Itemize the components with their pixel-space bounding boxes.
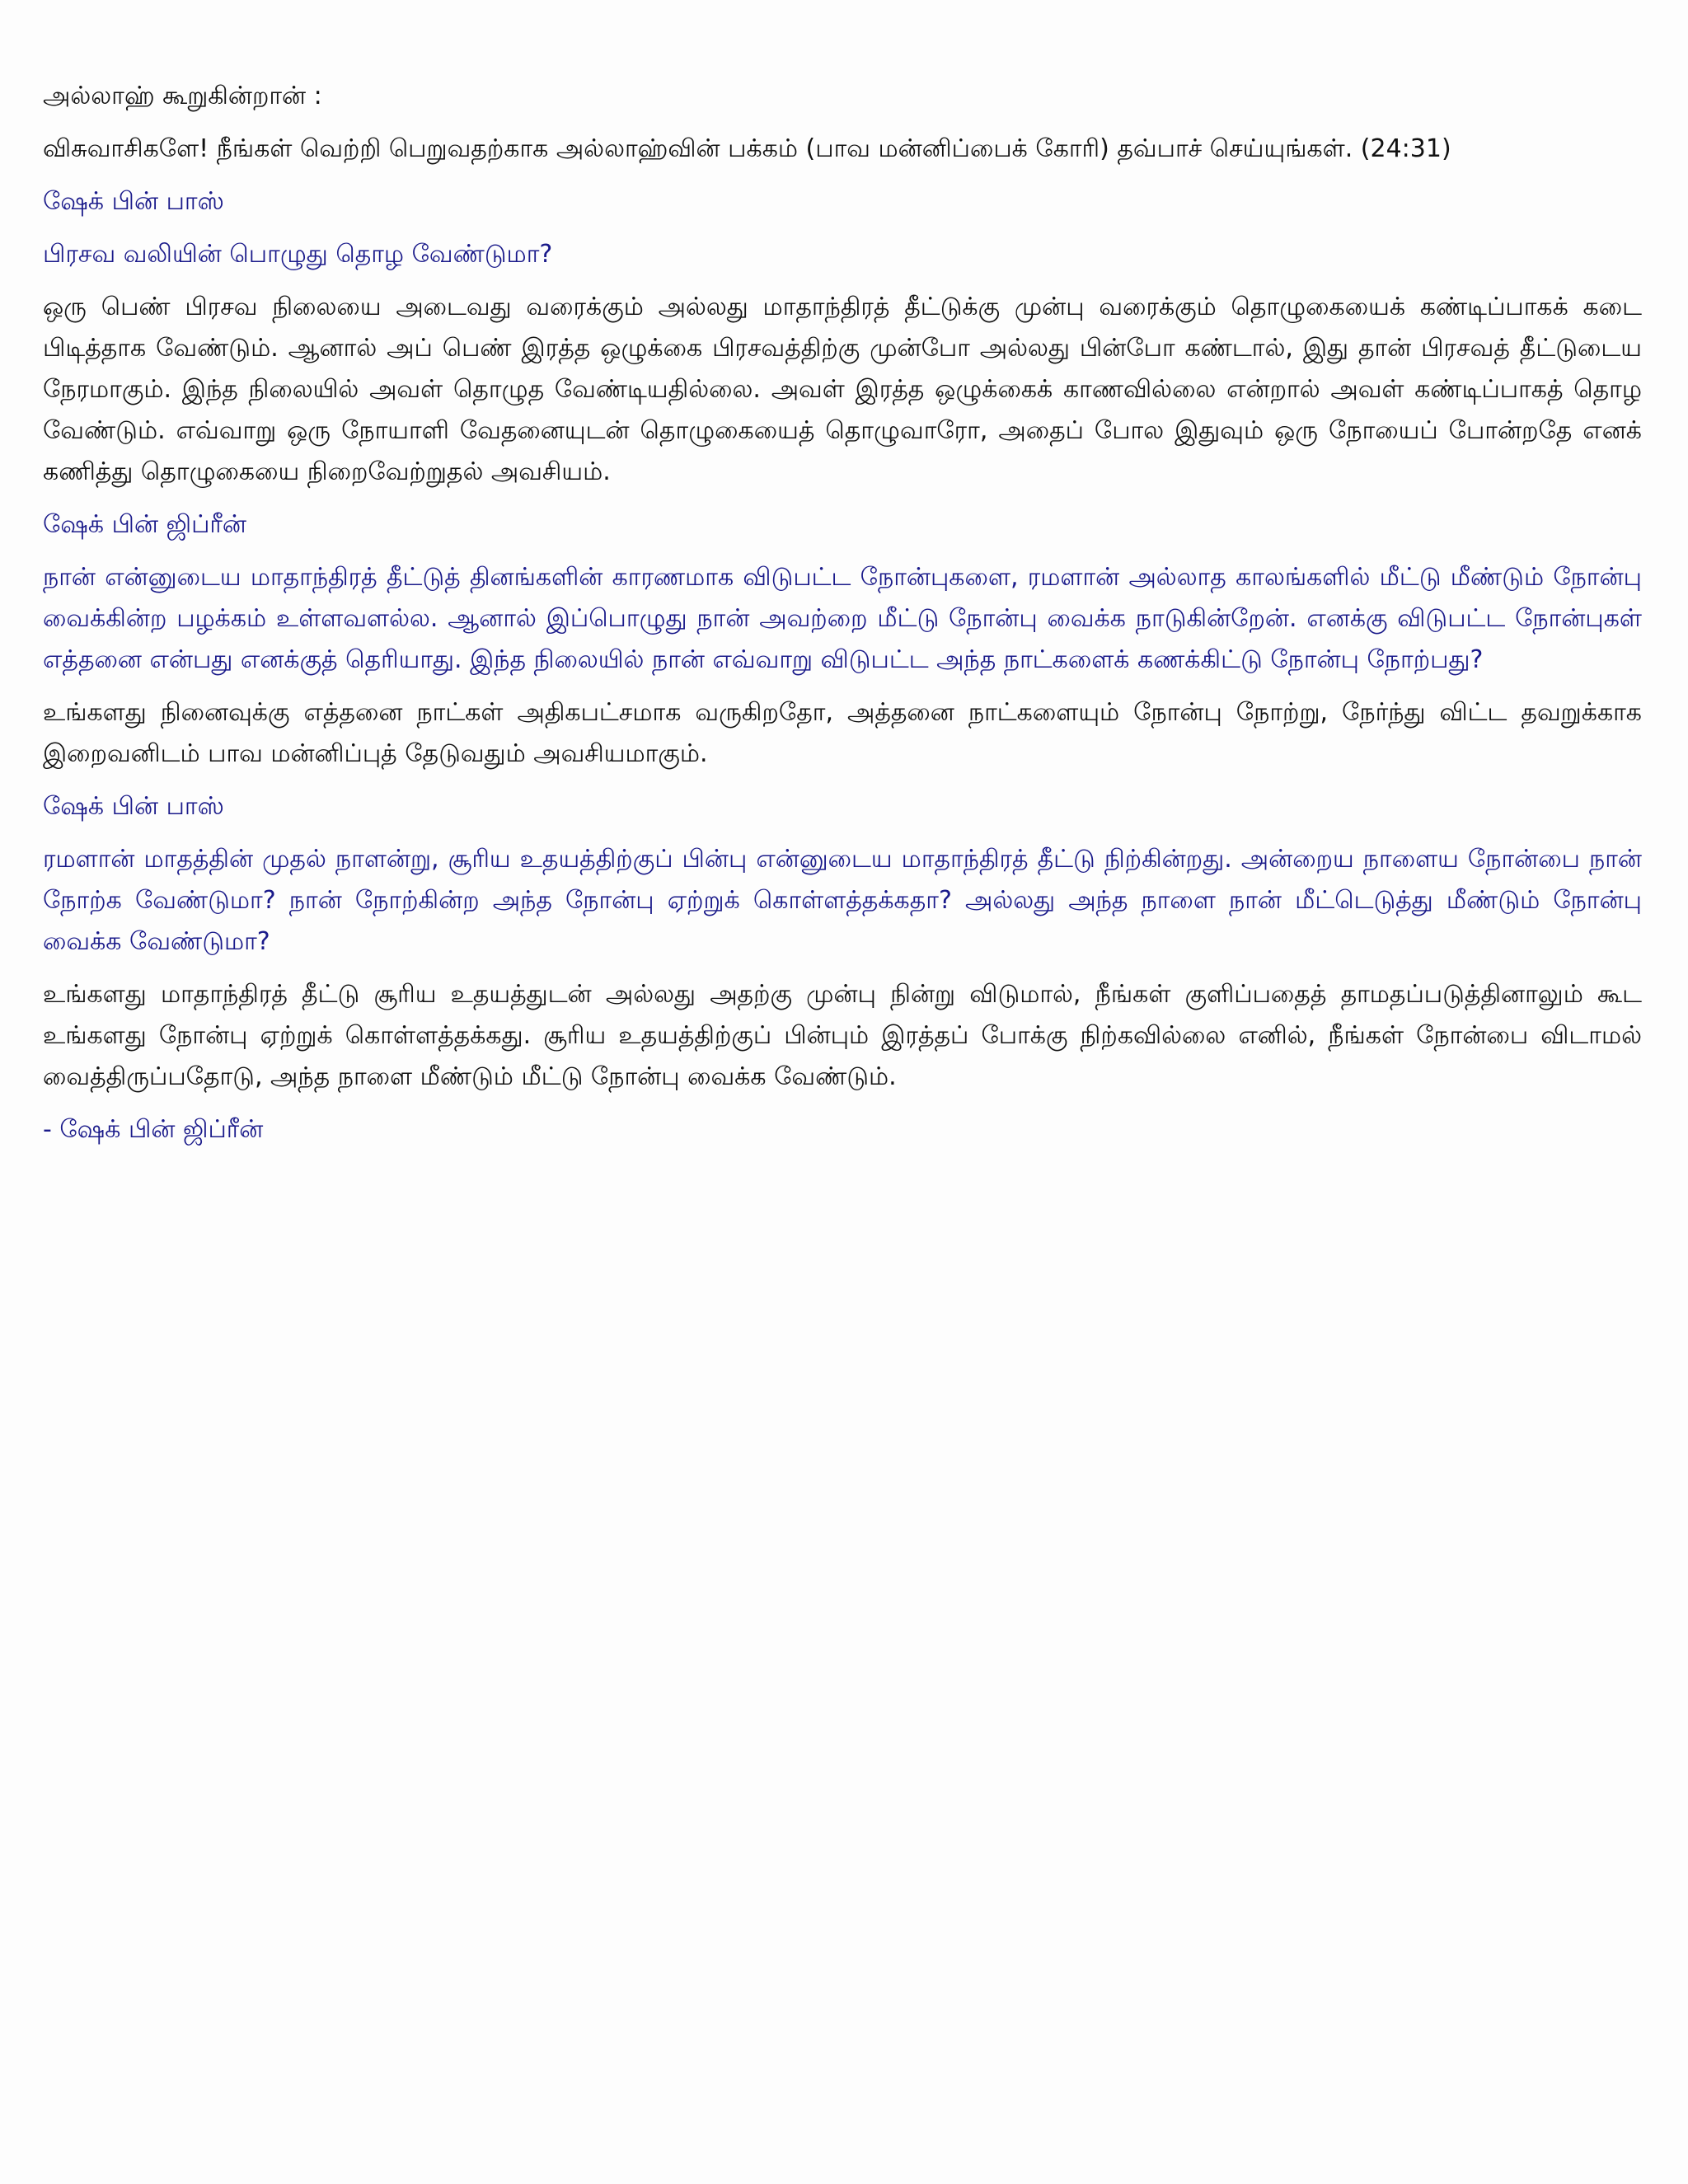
question-heading: பிரசவ வலியின் பொழுது தொழ வேண்டுமா? <box>43 240 553 269</box>
answer-paragraph: உங்களது மாதாந்திரத் தீட்டு சூரிய உதயத்துடன் அல்லது அதற்கு முன்பு நின்று விடுமால், நீங்கள் குளிப்பதைத் தாமதப்படுத்தினாலும் கூட உங்களது நோன்பு ஏற்றுக் கொள்ளத்தக்கது. சூரிய உதயத்திற்குப் பின்பும் இரத்தப் போக்கு நிற்கவில்லை எனில், நீங்கள் நோன்பை விடாமல் வைத்திருப்பதோடு, அந்த நாளை மீண்டும் மீட்டு நோன்பு வைக்க வேண்டும். <box>43 980 1642 1091</box>
answer-paragraph: ஒரு பெண் பிரசவ நிலையை அடைவது வரைக்கும் அல்லது மாதாந்திரத் தீட்டுக்கு முன்பு வரைக்கும் தொழுகையைக் கண்டிப்பாகக் கடை பிடித்தாக வேண்டும். ஆனால் அப் பெண் இரத்த ஒழுக்கை பிரசவத்திற்கு முன்போ அல்லது பின்போ கண்டால், இது தான் பிரசவத் தீட்டுடைய நேரமாகும். இந்த நிலையில் அவள் தொழுத வேண்டியதில்லை. அவள் இரத்த ஒழுக்கைக் காணவில்லை என்றால் அவள் கண்டிப்பாகத் தொழ வேண்டும். எவ்வாறு ஒரு நோயாளி வேதனையுடன் தொழுகையைத் தொழுவாரோ, அதைப் போல இதுவும் ஒரு நோயைப் போன்றதே எனக் கணித்து தொழுகையை நிறைவேற்றுதல் அவசியம். <box>43 293 1642 486</box>
answer-paragraph: உங்களது நினைவுக்கு எத்தனை நாட்கள் அதிகபட்சமாக வருகிறதோ, அத்தனை நாட்களையும் நோன்பு நோற்று, நேர்ந்து விட்ட தவறுக்காக இறைவனிடம் பாவ மன்னிப்புத் தேடுவதும் அவசியமாகும். <box>43 698 1642 768</box>
document-page <box>43 76 1642 1162</box>
author-attribution: ஷேக் பின் பாஸ் <box>43 187 224 216</box>
quran-verse: விசுவாசிகளே! நீங்கள் வெற்றி பெறுவதற்காக அல்லாஹ்வின் பக்கம் (பாவ மன்னிப்பைக் கோரி) தவ்பாச் செய்யுங்கள். (24:31) <box>43 134 1451 163</box>
question-paragraph: ரமளான் மாதத்தின் முதல் நாளன்று, சூரிய உதயத்திற்குப் பின்பு என்னுடைய மாதாந்திரத் தீட்டு நிற்கின்றது. அன்றைய நாளைய நோன்பை நான் நோற்க வேண்டுமா? நான் நோற்கின்ற அந்த நோன்பு ஏற்றுக் கொள்ளத்தக்கதா? அல்லது அந்த நாளை நான் மீட்டெடுத்து மீண்டும் நோன்பு வைக்க வேண்டுமா? <box>43 845 1642 956</box>
author-attribution: ஷேக் பின் பாஸ் <box>43 792 224 821</box>
intro-line: அல்லாஹ் கூறுகின்றான் : <box>43 82 322 110</box>
question-paragraph: நான் என்னுடைய மாதாந்திரத் தீட்டுத் தினங்களின் காரணமாக விடுபட்ட நோன்புகளை, ரமளான் அல்லாத காலங்களில் மீட்டு மீண்டும் நோன்பு வைக்கின்ற பழக்கம் உள்ளவளல்ல. ஆனால் இப்பொழுது நான் அவற்றை மீட்டு நோன்பு வைக்க நாடுகின்றேன். எனக்கு விடுபட்ட நோன்புகள் எத்தனை என்பது எனக்குத் தெரியாது. இந்த நிலையில் நான் எவ்வாறு விடுபட்ட அந்த நாட்களைக் கணக்கிட்டு நோன்பு நோற்பது? <box>43 563 1642 674</box>
author-attribution: - ஷேக் பின் ஜிப்ரீன் <box>43 1115 264 1144</box>
author-attribution: ஷேக் பின் ஜிப்ரீன் <box>43 510 247 539</box>
